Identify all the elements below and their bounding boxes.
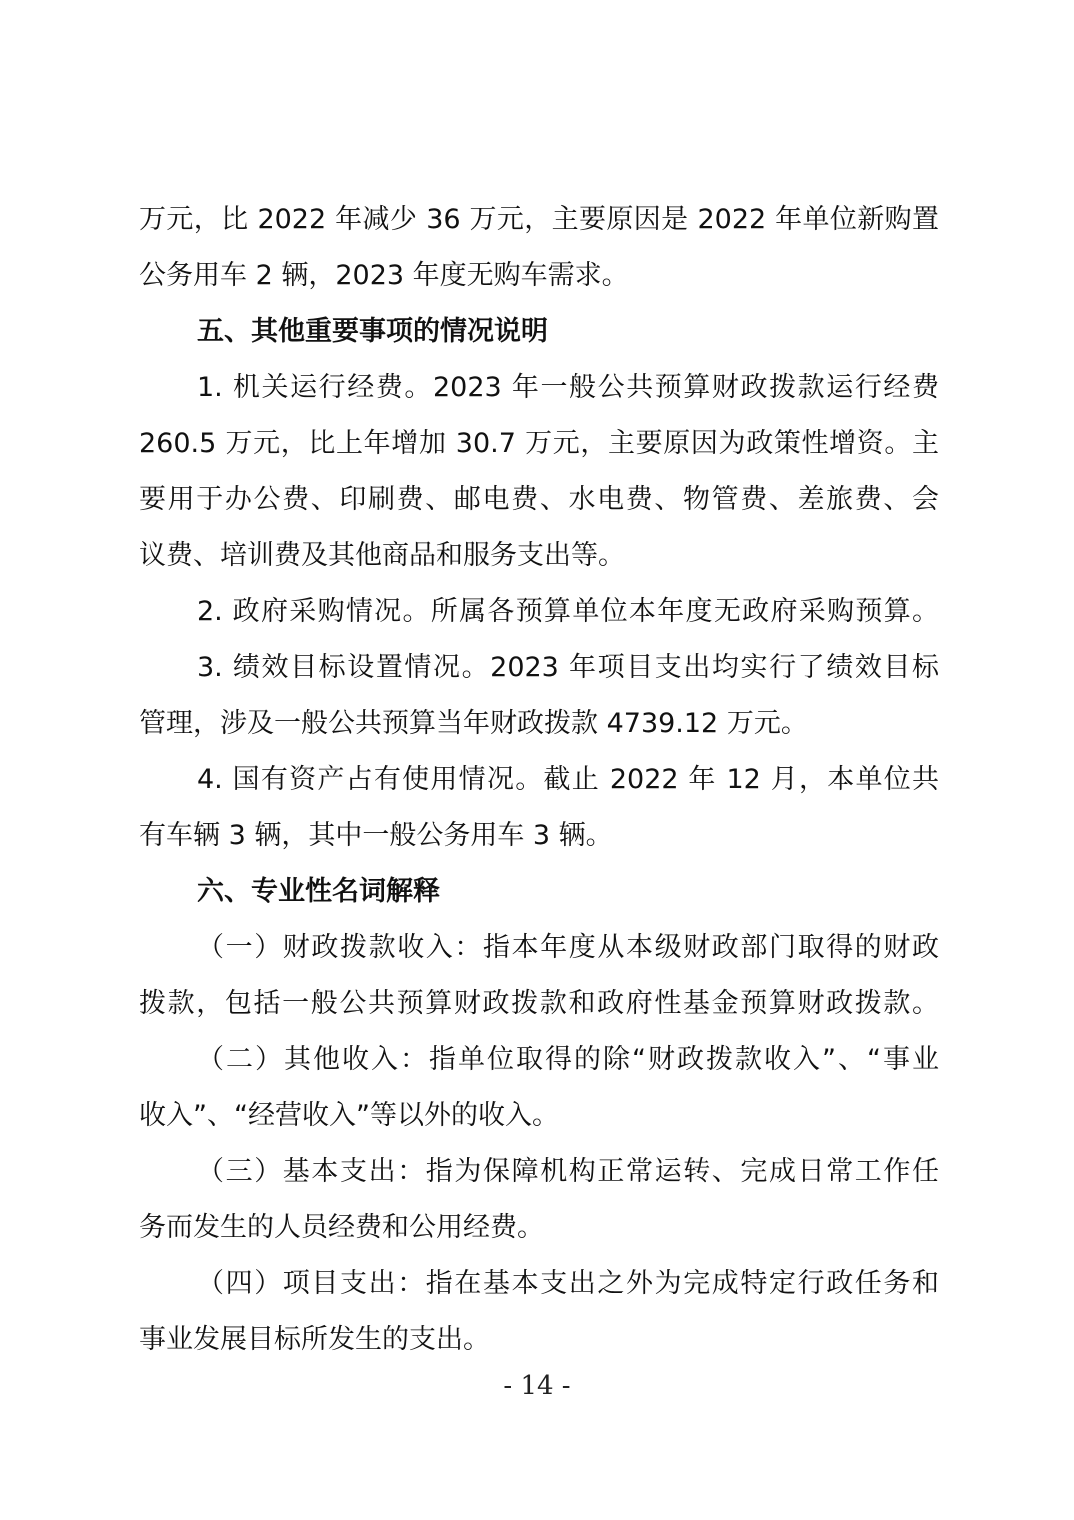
text-line: 拨款，包括一般公共预算财政拨款和政府性基金预算财政拨款。 xyxy=(139,988,939,1019)
text-line: （三）基本支出：指为保障机构正常运转、完成日常工作任 xyxy=(197,1156,939,1187)
text-line: （四）项目支出：指在基本支出之外为完成特定行政任务和 xyxy=(197,1268,939,1299)
text-line: 收入”、“经营收入”等以外的收入。 xyxy=(139,1100,559,1131)
section-heading: 五、其他重要事项的情况说明 xyxy=(197,316,548,347)
text-line: 1. 机关运行经费。2023 年一般公共预算财政拨款运行经费 xyxy=(197,372,939,403)
text-line: 260.5 万元，比上年增加 30.7 万元，主要原因为政策性增资。主 xyxy=(139,428,939,459)
text-line: （一）财政拨款收入：指本年度从本级财政部门取得的财政 xyxy=(197,932,939,963)
text-line: 有车辆 3 辆，其中一般公务用车 3 辆。 xyxy=(139,820,613,851)
text-line: 公务用车 2 辆，2023 年度无购车需求。 xyxy=(139,260,629,291)
text-line: 3. 绩效目标设置情况。2023 年项目支出均实行了绩效目标 xyxy=(197,652,939,683)
text-line: 2. 政府采购情况。所属各预算单位本年度无政府采购预算。 xyxy=(197,596,939,627)
text-line: 4. 国有资产占有使用情况。截止 2022 年 12 月，本单位共 xyxy=(197,764,939,795)
text-line: 管理，涉及一般公共预算当年财政拨款 4739.12 万元。 xyxy=(139,708,808,739)
text-line: 要用于办公费、印刷费、邮电费、水电费、物管费、差旅费、会 xyxy=(139,484,939,515)
page-number: - 14 - xyxy=(503,1371,571,1401)
text-line: 议费、培训费及其他商品和服务支出等。 xyxy=(139,540,625,571)
text-line: 万元，比 2022 年减少 36 万元，主要原因是 2022 年单位新购置 xyxy=(139,204,939,235)
text-line: 务而发生的人员经费和公用经费。 xyxy=(139,1212,544,1243)
text-line: （二）其他收入：指单位取得的除“财政拨款收入”、“事业 xyxy=(197,1044,939,1075)
section-heading: 六、专业性名词解释 xyxy=(197,876,440,907)
text-line: 事业发展目标所发生的支出。 xyxy=(139,1324,490,1355)
